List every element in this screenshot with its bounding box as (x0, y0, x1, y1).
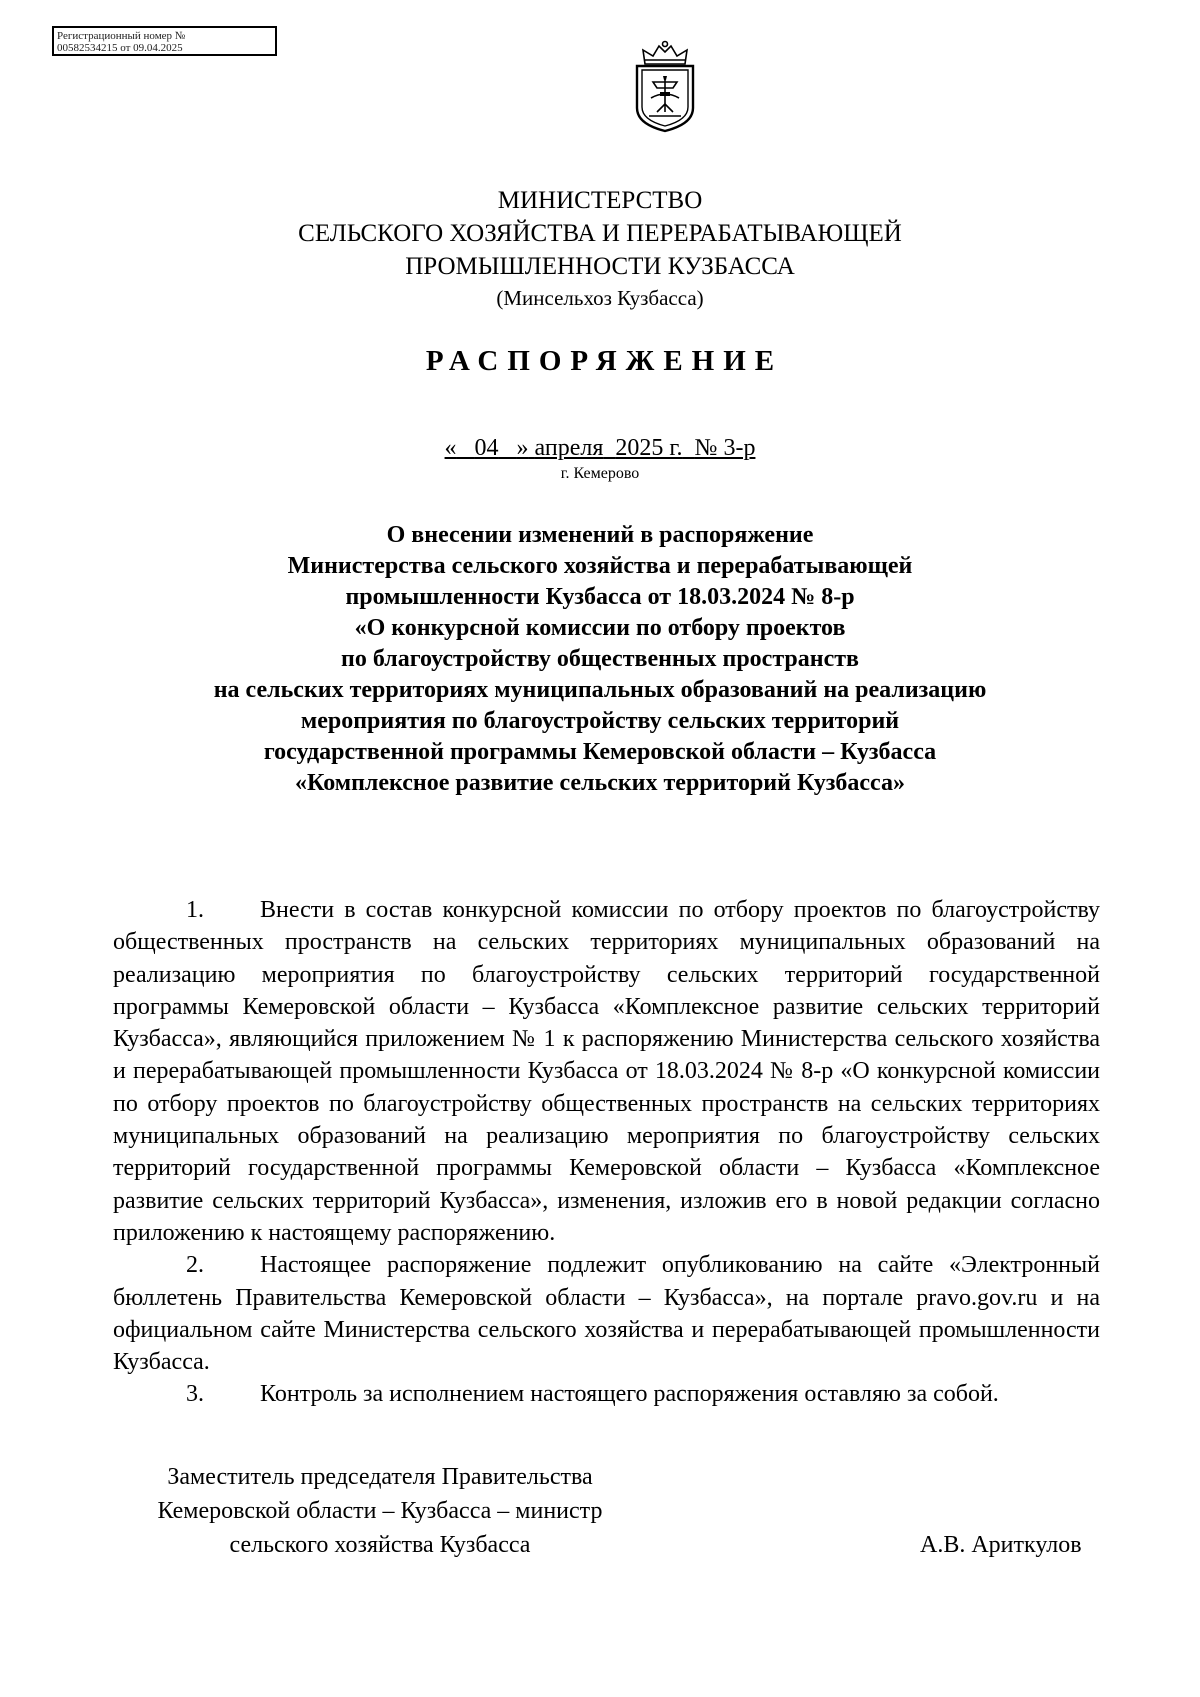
document-date-number (0, 434, 1200, 462)
paragraph-number: 3. (186, 1381, 204, 1408)
signatory-position (110, 1460, 650, 1562)
registration-line-1: Регистрационный номер № (57, 30, 186, 42)
kuzbass-coat-of-arms-icon (627, 38, 703, 134)
paragraph-text: Настоящее распоряжение подлежит опубликованию на сайте «Электронный бюллетень Правительства Кемеровской области – Кузбасса», на портале pravo.gov.ru и на официальном сайте Министерства сельского хозяйства и перерабатывающей промышленности Кузбасса. (113, 1252, 1100, 1376)
date-close-quote: » (516, 435, 529, 461)
title-line: О внесении изменений в распоряжение (386, 522, 814, 548)
paragraph-number: 2. (186, 1252, 204, 1279)
paragraph-1 (113, 894, 1100, 1249)
title-line: по благоустройству общественных пространств (341, 646, 859, 672)
title-line: государственной программы Кемеровской области – Кузбасса (263, 739, 937, 765)
position-line-2: Кемеровской области – Кузбасса – министр (157, 1498, 603, 1524)
document-body (113, 894, 1100, 1411)
date-open-quote: « (444, 435, 457, 461)
date-month: апреля (534, 435, 604, 461)
paragraph-2 (113, 1249, 1100, 1378)
ministry-line-1: МИНИСТЕРСТВО (497, 187, 703, 214)
ministry-line-2: СЕЛЬСКОГО ХОЗЯЙСТВА И ПЕРЕРАБАТЫВАЮЩЕЙ (298, 220, 902, 247)
title-line: мероприятия по благоустройству сельских территорий (300, 708, 900, 734)
ministry-short-name: (Минсельхоз Кузбасса) (496, 286, 704, 310)
document-type-heading: РАСПОРЯЖЕНИЕ (425, 345, 784, 377)
paragraph-number: 1. (186, 897, 204, 923)
paragraph-text: Контроль за исполнением настоящего распоряжения оставляю за собой. (260, 1381, 999, 1408)
title-line: «О конкурсной комиссии по отбору проектов (354, 615, 846, 641)
date-year: 2025 г. (615, 435, 683, 461)
paragraph-text: Внести в состав конкурсной комиссии по отбору проектов по благоустройству общественных пространств на сельских территориях муниципальных образований на реализацию мероприятия по благоустройству сельских территорий государственной программы Кемеровской области – Кузбасса «Комплексное развитие сельских территорий Кузбасса», являющийся приложением № 1 к распоряжению Министерства сельского хозяйства и перерабатывающей промышленности Кузбасса от 18.03.2024 № 8-р «О конкурсной комиссии по отбору проектов по благоустройству общественных пространств на сельских территориях муниципальных образований на реализацию мероприятия по благоустройству сельских территорий государственной программы Кемеровской области – Кузбасса «Комплексное развитие сельских территорий Кузбасса», изменения, изложив его в новой редакции согласно приложению к настоящему распоряжению. (113, 897, 1100, 1246)
document-number: № 3-р (694, 435, 756, 461)
ministry-line-3: ПРОМЫШЛЕННОСТИ КУЗБАССА (405, 253, 795, 280)
date-day: 04 (474, 435, 499, 461)
title-line: Министерства сельского хозяйства и перерабатывающей (287, 553, 913, 579)
city: г. Кемерово (560, 465, 640, 482)
registration-stamp (52, 26, 277, 56)
registration-line-2: 00582534215 от 09.04.2025 (57, 42, 183, 54)
signatory-name: А.В. Ариткулов (920, 1532, 1082, 1558)
title-line: промышленности Кузбасса от 18.03.2024 № 8-р (345, 584, 855, 610)
ministry-header (0, 184, 1200, 313)
position-line-3: сельского хозяйства Кузбасса (229, 1532, 531, 1558)
paragraph-3 (113, 1378, 1100, 1410)
title-line: «Комплексное развитие сельских территорий Кузбасса» (294, 770, 905, 796)
title-line: на сельских территориях муниципальных образований на реализацию (213, 677, 987, 703)
document-title (100, 520, 1100, 799)
position-line-1: Заместитель председателя Правительства (167, 1464, 593, 1490)
